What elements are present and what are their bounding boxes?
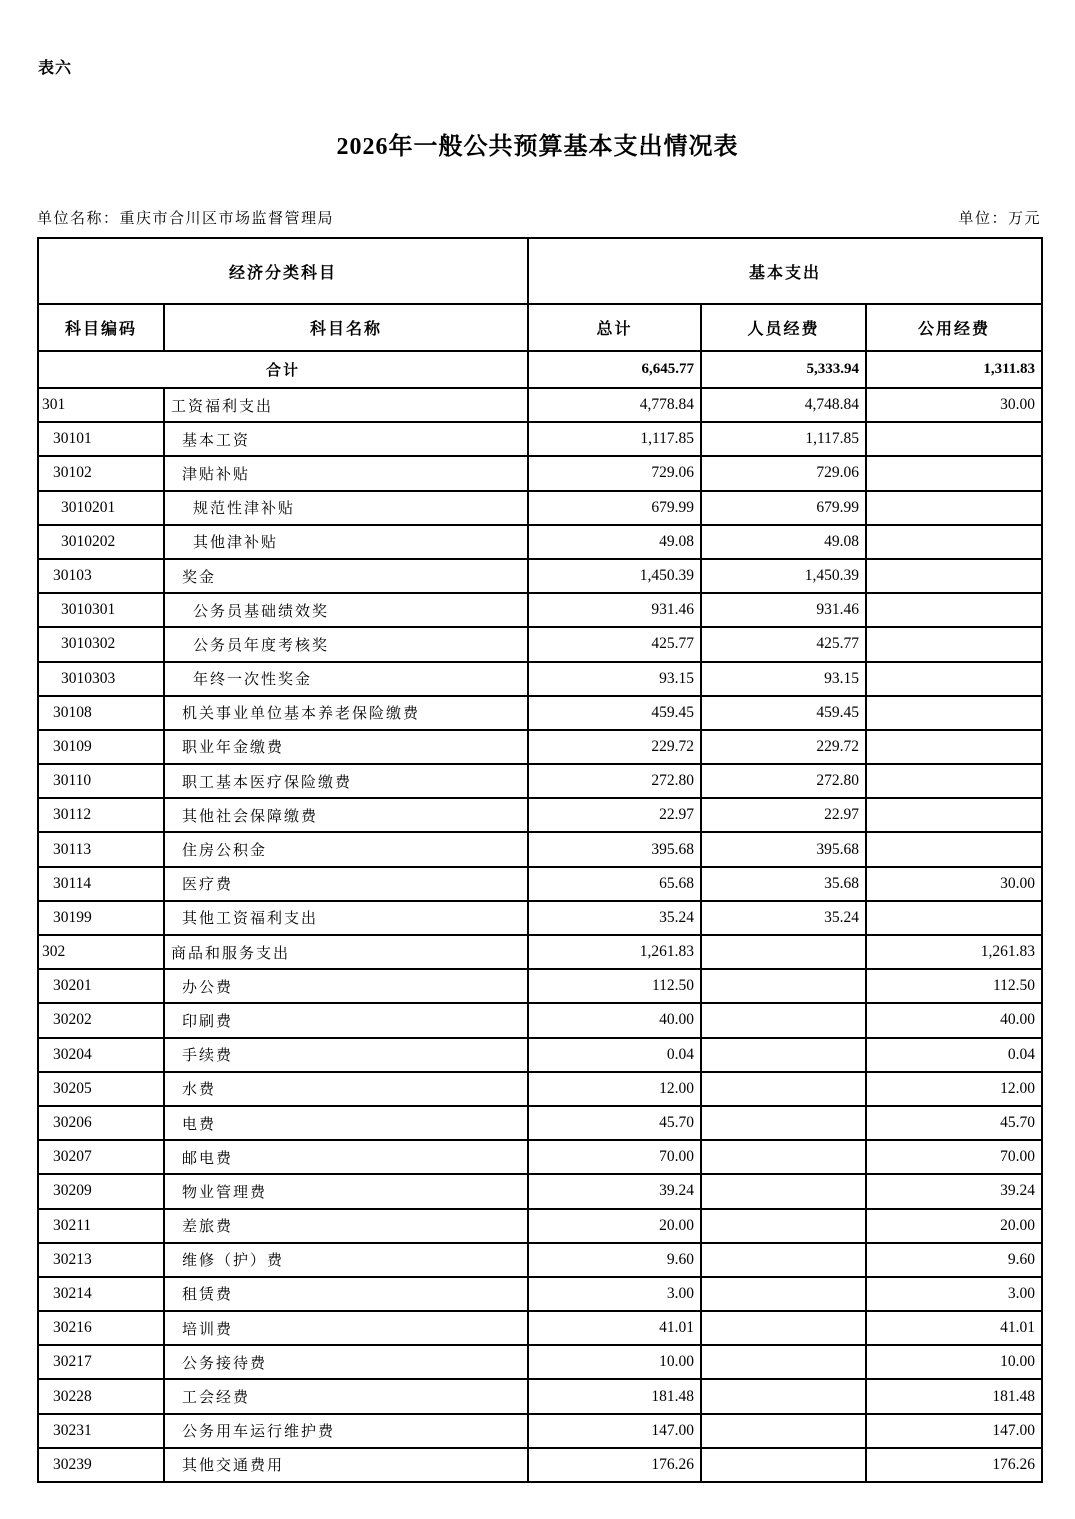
cell-total: 4,778.84: [528, 388, 701, 422]
cell-public: [866, 696, 1042, 730]
cell-total: 41.01: [528, 1311, 701, 1345]
cell-personnel: [701, 1414, 866, 1448]
cell-name: 其他津补贴: [164, 525, 528, 559]
table-row: [38, 832, 1042, 866]
cell-name: 奖金: [164, 559, 528, 593]
cell-code: 30211: [38, 1209, 164, 1243]
cell-code: 30214: [38, 1277, 164, 1311]
header-subject-name: 科目名称: [164, 304, 528, 351]
table-row: [38, 1311, 1042, 1345]
cell-name: 公务员年度考核奖: [164, 627, 528, 661]
unit-name: 单位名称：重庆市合川区市场监督管理局: [37, 211, 335, 227]
grand-total-public: 1,311.83: [866, 351, 1042, 388]
cell-personnel: 35.68: [701, 867, 866, 901]
header-personnel-funds: 人员经费: [701, 304, 866, 351]
cell-personnel: 272.80: [701, 764, 866, 798]
cell-total: 3.00: [528, 1277, 701, 1311]
cell-code: 30201: [38, 969, 164, 1003]
cell-code: 3010302: [38, 627, 164, 661]
meta-row: [37, 207, 1041, 228]
cell-name: 手续费: [164, 1038, 528, 1072]
cell-code: 30202: [38, 1003, 164, 1037]
cell-code: 30209: [38, 1174, 164, 1208]
cell-code: 30231: [38, 1414, 164, 1448]
table-row: [38, 1003, 1042, 1037]
header-total: 总计: [528, 304, 701, 351]
cell-code: 30217: [38, 1345, 164, 1379]
cell-name: 年终一次性奖金: [164, 662, 528, 696]
cell-total: 395.68: [528, 832, 701, 866]
cell-total: 459.45: [528, 696, 701, 730]
cell-public: [866, 764, 1042, 798]
table-row: [38, 1243, 1042, 1277]
cell-name: 公务接待费: [164, 1345, 528, 1379]
cell-name: 邮电费: [164, 1140, 528, 1174]
cell-code: 30199: [38, 901, 164, 935]
header-group-row: [38, 238, 1042, 304]
cell-total: 1,261.83: [528, 935, 701, 969]
table-row: [38, 1277, 1042, 1311]
cell-public: 3.00: [866, 1277, 1042, 1311]
cell-personnel: 679.99: [701, 491, 866, 525]
cell-name: 办公费: [164, 969, 528, 1003]
cell-name: 其他交通费用: [164, 1448, 528, 1482]
cell-personnel: 229.72: [701, 730, 866, 764]
cell-name: 津贴补贴: [164, 456, 528, 490]
cell-personnel: 93.15: [701, 662, 866, 696]
cell-code: 3010301: [38, 593, 164, 627]
cell-personnel: 4,748.84: [701, 388, 866, 422]
table-row: [38, 798, 1042, 832]
cell-total: 22.97: [528, 798, 701, 832]
cell-total: 0.04: [528, 1038, 701, 1072]
cell-total: 12.00: [528, 1072, 701, 1106]
cell-total: 20.00: [528, 1209, 701, 1243]
cell-name: 公务用车运行维护费: [164, 1414, 528, 1448]
cell-public: 10.00: [866, 1345, 1042, 1379]
table-body: [38, 351, 1042, 1482]
cell-personnel: [701, 1379, 866, 1413]
cell-total: 272.80: [528, 764, 701, 798]
header-economic-classification: 经济分类科目: [38, 238, 528, 304]
cell-name: 印刷费: [164, 1003, 528, 1037]
cell-personnel: 35.24: [701, 901, 866, 935]
cell-code: 30102: [38, 456, 164, 490]
cell-public: [866, 525, 1042, 559]
cell-total: 931.46: [528, 593, 701, 627]
cell-total: 9.60: [528, 1243, 701, 1277]
cell-public: 112.50: [866, 969, 1042, 1003]
cell-personnel: 931.46: [701, 593, 866, 627]
cell-name: 规范性津补贴: [164, 491, 528, 525]
cell-personnel: 459.45: [701, 696, 866, 730]
cell-personnel: [701, 1038, 866, 1072]
cell-total: 10.00: [528, 1345, 701, 1379]
cell-total: 1,117.85: [528, 422, 701, 456]
cell-public: [866, 798, 1042, 832]
header-public-funds: 公用经费: [866, 304, 1042, 351]
cell-name: 培训费: [164, 1311, 528, 1345]
cell-public: 30.00: [866, 388, 1042, 422]
header-columns-row: [38, 304, 1042, 351]
cell-personnel: 395.68: [701, 832, 866, 866]
cell-total: 65.68: [528, 867, 701, 901]
cell-personnel: [701, 1448, 866, 1482]
cell-public: 1,261.83: [866, 935, 1042, 969]
cell-code: 30205: [38, 1072, 164, 1106]
cell-code: 30204: [38, 1038, 164, 1072]
table-row: [38, 1106, 1042, 1140]
cell-public: [866, 422, 1042, 456]
cell-personnel: 1,450.39: [701, 559, 866, 593]
cell-total: 93.15: [528, 662, 701, 696]
table-row: [38, 764, 1042, 798]
page-title: 2026年一般公共预算基本支出情况表: [336, 134, 739, 160]
cell-personnel: 22.97: [701, 798, 866, 832]
cell-personnel: [701, 1311, 866, 1345]
cell-public: 41.01: [866, 1311, 1042, 1345]
cell-total: 147.00: [528, 1414, 701, 1448]
cell-public: [866, 832, 1042, 866]
cell-personnel: [701, 1174, 866, 1208]
cell-code: 30101: [38, 422, 164, 456]
cell-name: 机关事业单位基本养老保险缴费: [164, 696, 528, 730]
table-row: [38, 525, 1042, 559]
table-row: [38, 935, 1042, 969]
cell-public: 176.26: [866, 1448, 1042, 1482]
cell-code: 30113: [38, 832, 164, 866]
cell-total: 229.72: [528, 730, 701, 764]
grand-total-personnel: 5,333.94: [701, 351, 866, 388]
cell-public: 20.00: [866, 1209, 1042, 1243]
cell-name: 医疗费: [164, 867, 528, 901]
cell-total: 35.24: [528, 901, 701, 935]
table-row: [38, 456, 1042, 490]
table-row: [38, 662, 1042, 696]
table-row: [38, 696, 1042, 730]
table-row: [38, 1038, 1042, 1072]
cell-code: 3010303: [38, 662, 164, 696]
cell-name: 维修（护）费: [164, 1243, 528, 1277]
cell-code: 30112: [38, 798, 164, 832]
unit-measure: 单位：万元: [958, 211, 1041, 227]
cell-code: 30228: [38, 1379, 164, 1413]
cell-personnel: [701, 969, 866, 1003]
cell-name: 其他社会保障缴费: [164, 798, 528, 832]
grand-total-total: 6,645.77: [528, 351, 701, 388]
cell-code: 30239: [38, 1448, 164, 1482]
cell-code: 3010201: [38, 491, 164, 525]
cell-total: 425.77: [528, 627, 701, 661]
table-row: [38, 422, 1042, 456]
cell-total: 39.24: [528, 1174, 701, 1208]
table-row: [38, 1345, 1042, 1379]
cell-code: 30108: [38, 696, 164, 730]
cell-public: [866, 559, 1042, 593]
cell-personnel: 729.06: [701, 456, 866, 490]
cell-public: [866, 627, 1042, 661]
cell-public: 40.00: [866, 1003, 1042, 1037]
cell-personnel: [701, 1345, 866, 1379]
cell-code: 30109: [38, 730, 164, 764]
cell-name: 基本工资: [164, 422, 528, 456]
table-row: [38, 1414, 1042, 1448]
cell-total: 45.70: [528, 1106, 701, 1140]
table-row: [38, 1174, 1042, 1208]
cell-public: 30.00: [866, 867, 1042, 901]
cell-name: 职工基本医疗保险缴费: [164, 764, 528, 798]
grand-total-row: [38, 351, 1042, 388]
table-row: [38, 969, 1042, 1003]
cell-public: [866, 901, 1042, 935]
table-row: [38, 491, 1042, 525]
cell-total: 49.08: [528, 525, 701, 559]
table-row: [38, 1072, 1042, 1106]
cell-name: 水费: [164, 1072, 528, 1106]
cell-name: 职业年金缴费: [164, 730, 528, 764]
cell-public: [866, 730, 1042, 764]
budget-table: [37, 237, 1043, 1483]
cell-personnel: [701, 1243, 866, 1277]
cell-personnel: [701, 1140, 866, 1174]
cell-personnel: 49.08: [701, 525, 866, 559]
header-subject-code: 科目编码: [38, 304, 164, 351]
cell-code: 301: [38, 388, 164, 422]
cell-total: 679.99: [528, 491, 701, 525]
table-row: [38, 1140, 1042, 1174]
cell-total: 729.06: [528, 456, 701, 490]
table-row: [38, 901, 1042, 935]
table-row: [38, 593, 1042, 627]
cell-public: [866, 491, 1042, 525]
cell-public: [866, 662, 1042, 696]
budget-table-wrap: [37, 237, 1041, 1483]
cell-public: 0.04: [866, 1038, 1042, 1072]
cell-name: 电费: [164, 1106, 528, 1140]
cell-code: 302: [38, 935, 164, 969]
cell-name: 工资福利支出: [164, 388, 528, 422]
cell-public: 181.48: [866, 1379, 1042, 1413]
cell-name: 物业管理费: [164, 1174, 528, 1208]
cell-code: 3010202: [38, 525, 164, 559]
table-row: [38, 1448, 1042, 1482]
cell-total: 1,450.39: [528, 559, 701, 593]
cell-code: 30110: [38, 764, 164, 798]
table-row: [38, 867, 1042, 901]
header-basic-expenditure: 基本支出: [528, 238, 1042, 304]
cell-total: 181.48: [528, 1379, 701, 1413]
cell-code: 30213: [38, 1243, 164, 1277]
cell-total: 112.50: [528, 969, 701, 1003]
table-row: [38, 1379, 1042, 1413]
cell-public: [866, 456, 1042, 490]
table-number-label: 表六: [38, 60, 73, 77]
cell-total: 40.00: [528, 1003, 701, 1037]
cell-public: 39.24: [866, 1174, 1042, 1208]
cell-personnel: [701, 935, 866, 969]
cell-name: 工会经费: [164, 1379, 528, 1413]
table-row: [38, 730, 1042, 764]
cell-public: 70.00: [866, 1140, 1042, 1174]
cell-code: 30207: [38, 1140, 164, 1174]
cell-name: 租赁费: [164, 1277, 528, 1311]
cell-personnel: [701, 1209, 866, 1243]
grand-total-label: 合计: [38, 351, 528, 388]
table-row: [38, 388, 1042, 422]
cell-code: 30103: [38, 559, 164, 593]
cell-code: 30216: [38, 1311, 164, 1345]
cell-total: 176.26: [528, 1448, 701, 1482]
cell-total: 70.00: [528, 1140, 701, 1174]
cell-name: 公务员基础绩效奖: [164, 593, 528, 627]
table-row: [38, 559, 1042, 593]
cell-name: 差旅费: [164, 1209, 528, 1243]
cell-public: 9.60: [866, 1243, 1042, 1277]
cell-personnel: [701, 1106, 866, 1140]
cell-public: 147.00: [866, 1414, 1042, 1448]
table-row: [38, 627, 1042, 661]
cell-personnel: 425.77: [701, 627, 866, 661]
cell-personnel: [701, 1277, 866, 1311]
cell-name: 住房公积金: [164, 832, 528, 866]
cell-public: [866, 593, 1042, 627]
cell-public: 12.00: [866, 1072, 1042, 1106]
cell-name: 商品和服务支出: [164, 935, 528, 969]
cell-personnel: [701, 1003, 866, 1037]
cell-personnel: [701, 1072, 866, 1106]
cell-code: 30206: [38, 1106, 164, 1140]
cell-name: 其他工资福利支出: [164, 901, 528, 935]
cell-code: 30114: [38, 867, 164, 901]
cell-public: 45.70: [866, 1106, 1042, 1140]
table-row: [38, 1209, 1042, 1243]
cell-personnel: 1,117.85: [701, 422, 866, 456]
